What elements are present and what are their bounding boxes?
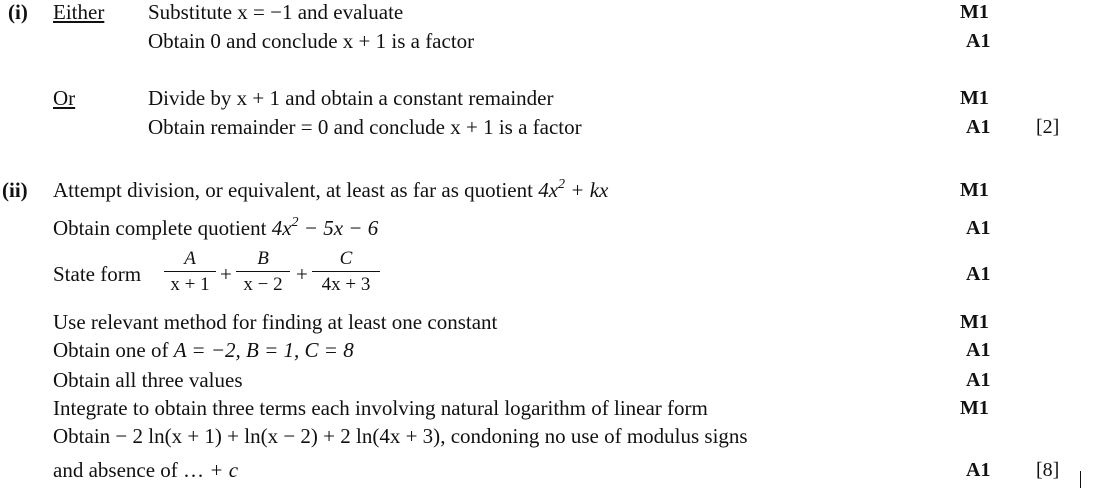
part-i-label: (i)	[8, 0, 28, 24]
fraction-b: B x − 2	[236, 248, 290, 296]
part-i-total: [2]	[1036, 116, 1060, 138]
log-expression: − 2 ln(x + 1) + ln(x − 2) + 2 ln(4x + 3)	[115, 424, 441, 448]
step-obtain-one-text: Obtain one of	[53, 338, 169, 362]
mark-ii-7: M1	[960, 397, 989, 419]
step-obtain-log-suffix: , condoning no use of modulus signs	[440, 424, 748, 448]
part-ii-label: (ii)	[2, 178, 28, 202]
constants-values: A = −2, B = 1, C = 8	[173, 338, 354, 362]
either-label: Either	[53, 0, 105, 24]
or-mark-2: A1	[966, 116, 991, 138]
fraction-a: A x + 1	[164, 248, 216, 296]
plus-sign-2: +	[296, 262, 308, 286]
step-obtain-log-text: Obtain	[53, 424, 111, 448]
mark-ii-4: M1	[960, 311, 989, 333]
step-absence-c-text: and absence of …	[53, 458, 205, 482]
or-label: Or	[53, 86, 76, 110]
step-complete-quotient	[53, 216, 378, 240]
text-cursor	[1080, 471, 1081, 488]
either-mark-1: M1	[960, 1, 989, 23]
quotient-term: $4x^2$ + kx	[538, 177, 609, 202]
either-mark-2: A1	[966, 30, 991, 52]
step-absence-c	[53, 458, 238, 482]
constant-c: + c	[209, 458, 239, 482]
mark-ii-3: A1	[966, 263, 991, 285]
step-find-constant: Use relevant method for finding at least one constant	[53, 310, 498, 334]
mark-ii-2: A1	[966, 217, 991, 239]
complete-quotient: $4x^2 - 5x - 6$	[271, 215, 379, 240]
step-state-form: State form	[53, 262, 142, 286]
step-integrate: Integrate to obtain three terms each involving natural logarithm of linear form	[53, 396, 708, 420]
either-step-2: Obtain 0 and conclude x + 1 is a factor	[148, 29, 475, 53]
step-obtain-log	[53, 424, 748, 448]
step-obtain-one	[53, 338, 354, 362]
mark-ii-6: A1	[966, 369, 991, 391]
mark-ii-1: M1	[960, 179, 989, 201]
or-step-1: Divide by x + 1 and obtain a constant remainder	[148, 86, 554, 110]
or-step-2: Obtain remainder = 0 and conclude x + 1 is a factor	[148, 115, 582, 139]
or-mark-1: M1	[960, 87, 989, 109]
mark-ii-8: A1	[966, 459, 991, 481]
step-attempt-division	[53, 178, 608, 202]
fraction-c: C 4x + 3	[312, 248, 380, 296]
mark-ii-5: A1	[966, 339, 991, 361]
part-ii-total: [8]	[1036, 459, 1060, 481]
step-all-values: Obtain all three values	[53, 368, 243, 392]
step-complete-quotient-text: Obtain complete quotient	[53, 216, 267, 240]
step-attempt-division-text: Attempt division, or equivalent, at least as far as quotient	[53, 178, 533, 202]
plus-sign-1: +	[220, 262, 232, 286]
either-step-1: Substitute x = −1 and evaluate	[148, 0, 404, 24]
